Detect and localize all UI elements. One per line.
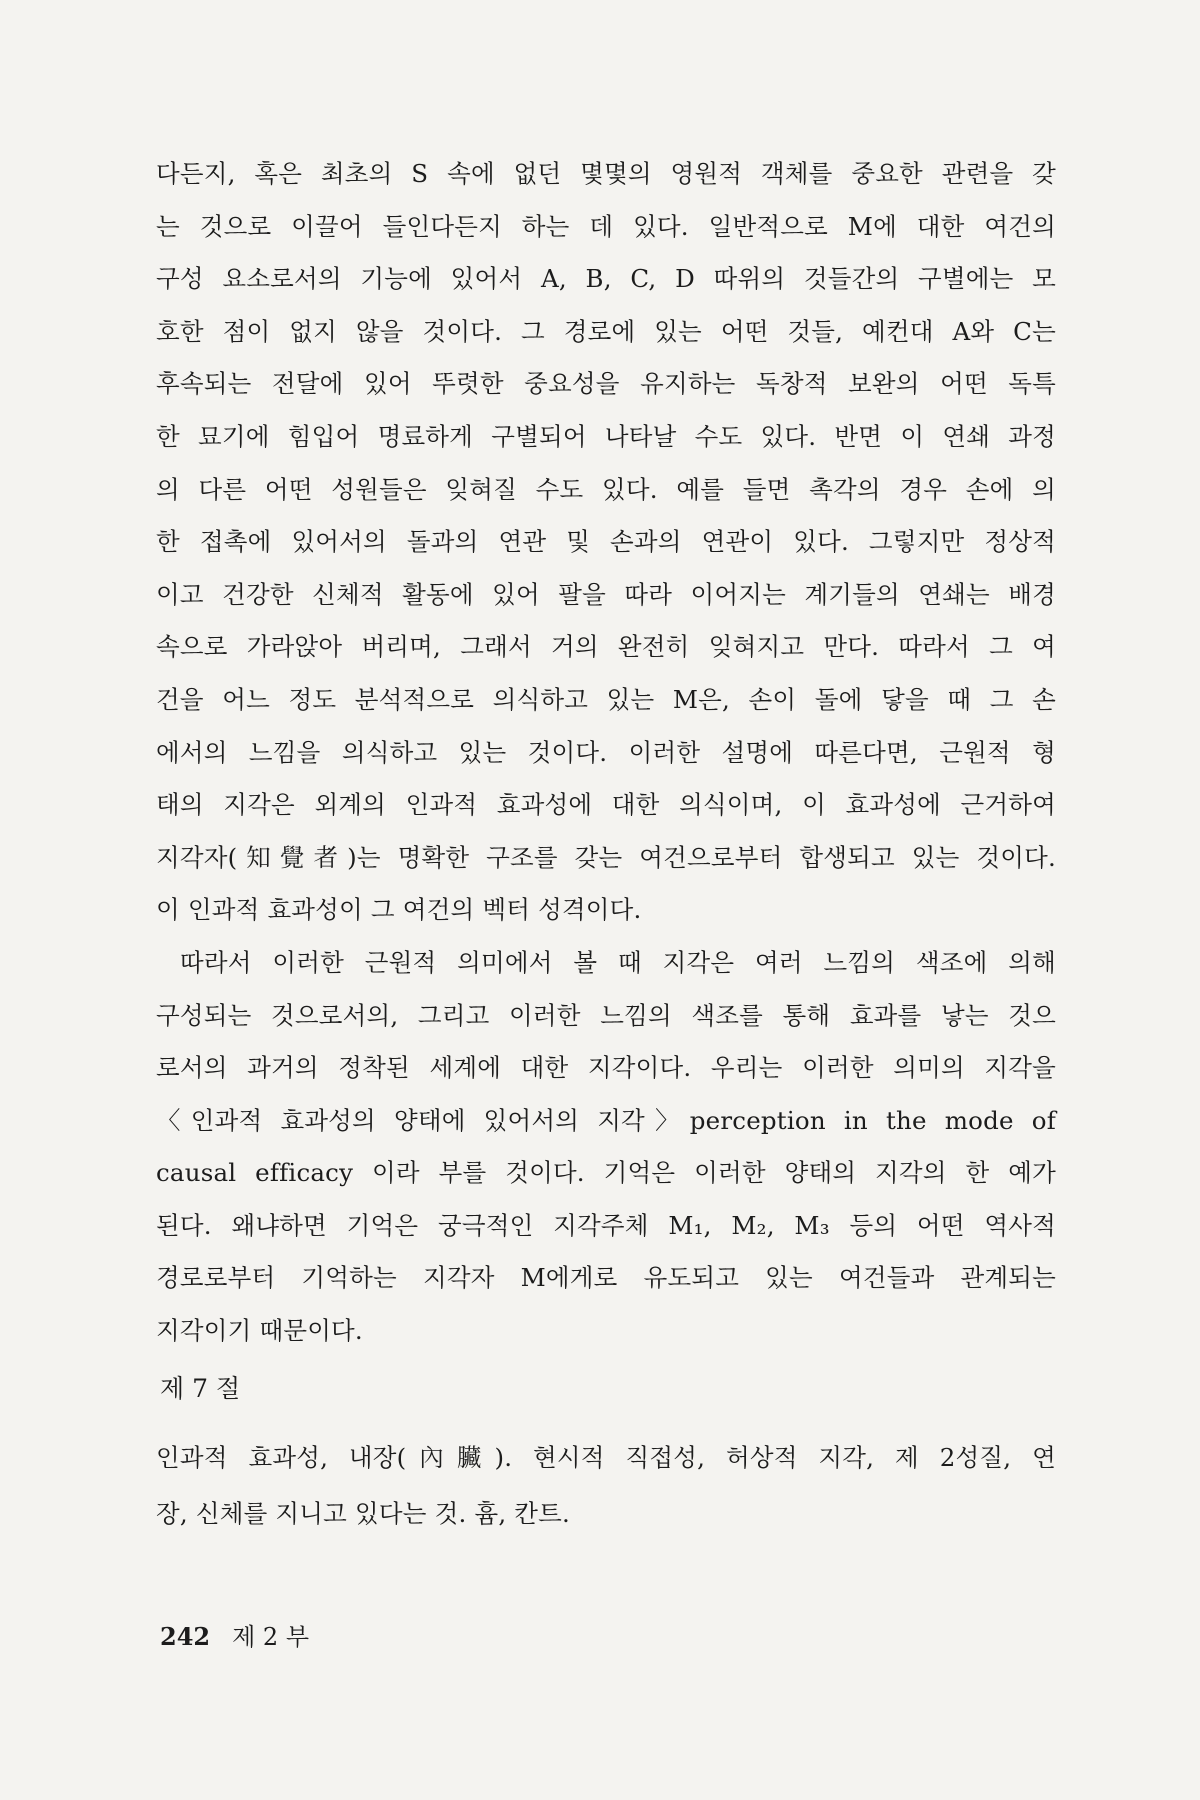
text-line: 호한 점이 없지 않을 것이다. 그 경로에 있는 어떤 것들, 예컨대 A와 C는 <box>156 316 1056 346</box>
text-line-first: 따라서 이러한 근원적 의미에서 볼 때 지각은 여러 느낌의 색조에 의해 <box>180 947 1056 977</box>
summary-line-last: 장, 신체를 지니고 있다는 것. 흄, 칸트. <box>156 1499 571 1528</box>
text-line: 다든지, 혹은 최초의 S 속에 없던 몇몇의 영원적 객체를 중요한 관련을 갖 <box>156 159 1056 188</box>
section-heading: 제 7 절 <box>160 1374 241 1403</box>
text-line: 구성되는 것으로서의, 그리고 이러한 느낌의 색조를 통해 효과를 낳는 것으 <box>156 1000 1056 1030</box>
section-summary <box>156 1430 1056 1542</box>
text-line: 이고 건강한 신체적 활동에 있어 팔을 따라 이어지는 계기들의 연쇄는 배경 <box>156 579 1056 609</box>
page-number: 242 <box>160 1622 211 1651</box>
text-line: 〈인과적 효과성의 양태에 있어서의 지각〉perception in the mode of <box>156 1105 1056 1135</box>
text-line: 로서의 과거의 정착된 세계에 대한 지각이다. 우리는 이러한 의미의 지각을 <box>156 1053 1056 1083</box>
paragraph <box>156 148 1056 937</box>
text-line: 후속되는 전달에 있어 뚜렷한 중요성을 유지하는 독창적 보완의 어떤 독특 <box>156 369 1056 399</box>
text-line: 지각자(知覺者)는 명확한 구조를 갖는 여건으로부터 합생되고 있는 것이다. <box>156 842 1056 872</box>
text-line-last: 이 인과적 효과성이 그 여건의 벡터 성격이다. <box>156 895 642 925</box>
summary-line: 인과적 효과성, 내장(內臟). 현시적 직접성, 허상적 지각, 제 2성질, 연 <box>156 1443 1056 1472</box>
text-line: 에서의 느낌을 의식하고 있는 것이다. 이러한 설명에 따른다면, 근원적 형 <box>156 737 1056 767</box>
text-line: 된다. 왜냐하면 기억은 궁극적인 지각주체 M₁, M₂, M₃ 등의 어떤 역사적 <box>156 1210 1056 1240</box>
text-line: 경로로부터 기억하는 지각자 M에게로 유도되고 있는 여건들과 관계되는 <box>156 1263 1056 1293</box>
text-line-last: 지각이기 때문이다. <box>156 1316 363 1346</box>
text-line: 구성 요소로서의 기능에 있어서 A, B, C, D 따위의 것들간의 구별에는 모 <box>156 264 1056 294</box>
text-line: 한 접촉에 있어서의 돌과의 연관 및 손과의 연관이 있다. 그렇지만 정상적 <box>156 527 1056 557</box>
page-footer <box>160 1622 309 1652</box>
body-text <box>156 148 1056 1358</box>
text-line: 는 것으로 이끌어 들인다든지 하는 데 있다. 일반적으로 M에 대한 여건의 <box>156 211 1056 241</box>
text-line: causal efficacy 이라 부를 것이다. 기억은 이러한 양태의 지각의 한 예가 <box>156 1158 1056 1188</box>
text-line: 건을 어느 정도 분석적으로 의식하고 있는 M은, 손이 돌에 닿을 때 그 손 <box>156 684 1056 714</box>
text-line: 속으로 가라앉아 버리며, 그래서 거의 완전히 잊혀지고 만다. 따라서 그 여 <box>156 632 1056 662</box>
part-label: 제 2 부 <box>232 1623 310 1651</box>
text-line: 한 묘기에 힘입어 명료하게 구별되어 나타날 수도 있다. 반면 이 연쇄 과정 <box>156 421 1056 451</box>
paragraph <box>156 937 1056 1358</box>
text-line: 의 다른 어떤 성원들은 잊혀질 수도 있다. 예를 들면 촉각의 경우 손에 의 <box>156 474 1056 504</box>
text-line: 태의 지각은 외계의 인과적 효과성에 대한 의식이며, 이 효과성에 근거하여 <box>156 790 1056 820</box>
